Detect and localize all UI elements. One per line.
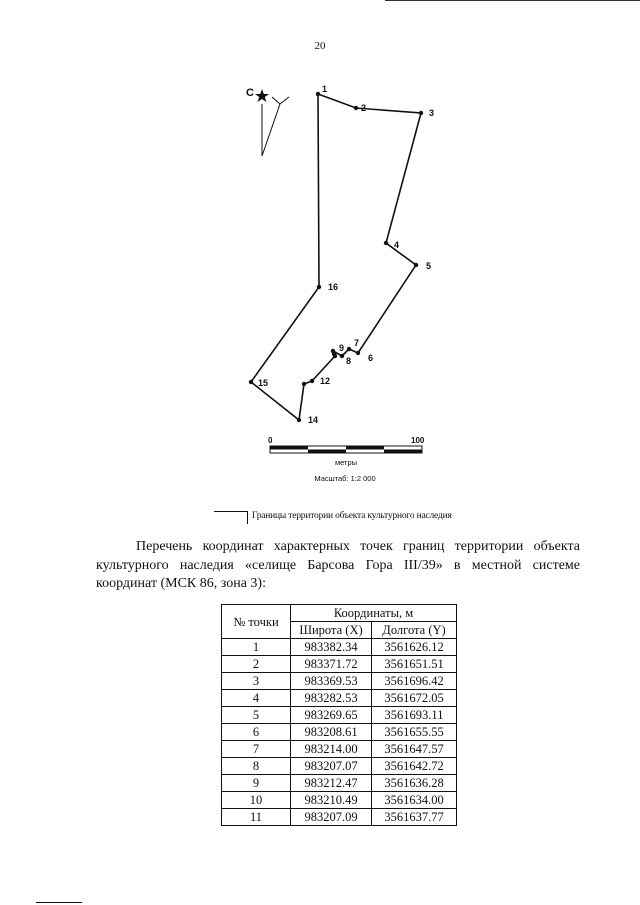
table-row — [222, 656, 457, 673]
legend-boundary-symbol — [214, 511, 248, 524]
boundary-point-marker — [414, 263, 418, 267]
longitude-cell: 3561636.28 — [372, 775, 457, 792]
longitude-cell: 3561637.77 — [372, 809, 457, 826]
scale-ratio-label: Масштаб: 1:2 000 — [314, 474, 376, 483]
latitude-cell: 983207.07 — [291, 758, 372, 775]
boundary-point-marker — [340, 354, 344, 358]
latitude-cell: 983382.34 — [291, 639, 372, 656]
boundary-point-marker — [317, 285, 321, 289]
longitude-cell: 3561696.42 — [372, 673, 457, 690]
table-row — [222, 809, 457, 826]
point-number-cell: 10 — [222, 792, 291, 809]
coordinates-table — [221, 604, 457, 826]
legend-text: Границы территории объекта культурного наследия — [252, 511, 452, 521]
header-longitude: Долгота (Y) — [372, 622, 457, 639]
header-coordinates: Координаты, м — [291, 605, 457, 622]
longitude-cell: 3561626.12 — [372, 639, 457, 656]
table-row — [222, 741, 457, 758]
boundary-point-label: 2 — [361, 103, 367, 113]
table-row — [222, 724, 457, 741]
table-row — [222, 707, 457, 724]
point-number-cell: 5 — [222, 707, 291, 724]
latitude-cell: 983369.53 — [291, 673, 372, 690]
point-number-cell: 11 — [222, 809, 291, 826]
latitude-cell: 983208.61 — [291, 724, 372, 741]
boundary-point-marker — [419, 111, 423, 115]
latitude-cell: 983371.72 — [291, 656, 372, 673]
point-number-cell: 6 — [222, 724, 291, 741]
boundary-point-marker — [347, 347, 351, 351]
coordinates-table-body — [222, 639, 457, 826]
table-row — [222, 690, 457, 707]
latitude-cell: 983212.47 — [291, 775, 372, 792]
north-arrow — [246, 87, 289, 156]
latitude-cell: 983269.65 — [291, 707, 372, 724]
table-row — [222, 775, 457, 792]
longitude-cell: 3561655.55 — [372, 724, 457, 741]
boundary-point-marker — [249, 380, 253, 384]
boundary-point-label: 3 — [429, 108, 435, 118]
table-row — [222, 792, 457, 809]
longitude-cell: 3561672.05 — [372, 690, 457, 707]
point-number-cell: 9 — [222, 775, 291, 792]
point-number-cell: 3 — [222, 673, 291, 690]
boundary-points — [249, 84, 434, 425]
longitude-cell: 3561651.51 — [372, 656, 457, 673]
header-point-number: № точки — [222, 605, 291, 639]
point-number-cell: 8 — [222, 758, 291, 775]
latitude-cell: 983282.53 — [291, 690, 372, 707]
longitude-cell: 3561642.72 — [372, 758, 457, 775]
north-label: С — [246, 87, 254, 99]
boundary-point-marker — [354, 106, 358, 110]
boundary-point-marker — [333, 354, 337, 358]
scale-bar — [268, 436, 425, 483]
boundary-point-marker — [384, 241, 388, 245]
point-number-cell: 2 — [222, 656, 291, 673]
boundary-point-marker — [316, 92, 320, 96]
boundary-point-marker — [310, 379, 314, 383]
page-number: 20 — [314, 40, 326, 52]
table-row — [222, 673, 457, 690]
point-number-cell: 1 — [222, 639, 291, 656]
scale-start-label: 0 — [268, 436, 273, 445]
point-number-cell: 4 — [222, 690, 291, 707]
header-latitude: Широта (X) — [291, 622, 372, 639]
intro-paragraph: Перечень координат характерных точек границ территории объекта культурного наследия «селище Барсова Гора III/39» в местной системе координат (МСК 86, зона 3): — [96, 539, 580, 591]
latitude-cell: 983207.09 — [291, 809, 372, 826]
boundary-point-label: 16 — [328, 282, 339, 292]
table-row — [222, 758, 457, 775]
boundary-point-marker — [302, 382, 306, 386]
latitude-cell: 983210.49 — [291, 792, 372, 809]
boundary-point-label: 6 — [368, 353, 374, 363]
boundary-point-label: 9 — [339, 343, 345, 353]
longitude-cell: 3561693.11 — [372, 707, 457, 724]
heritage-boundary-polygon — [251, 94, 421, 420]
boundary-point-label: 4 — [394, 240, 400, 250]
boundary-point-label: 12 — [320, 376, 331, 386]
table-row — [222, 639, 457, 656]
latitude-cell: 983214.00 — [291, 741, 372, 758]
scale-unit-label: метры — [334, 458, 358, 467]
boundary-point-label: 8 — [346, 356, 352, 366]
boundary-point-marker — [297, 418, 301, 422]
boundary-point-label: 15 — [258, 378, 269, 388]
scale-end-label: 100 — [411, 436, 425, 445]
boundary-point-label: 14 — [308, 415, 319, 425]
north-star-icon — [255, 89, 269, 102]
boundary-point-label: 7 — [354, 338, 360, 348]
boundary-point-label: 1 — [322, 84, 328, 94]
point-number-cell: 7 — [222, 741, 291, 758]
longitude-cell: 3561634.00 — [372, 792, 457, 809]
footnote-rule — [36, 902, 82, 904]
boundary-point-marker — [356, 351, 360, 355]
longitude-cell: 3561647.57 — [372, 741, 457, 758]
boundary-point-label: 5 — [426, 261, 432, 271]
